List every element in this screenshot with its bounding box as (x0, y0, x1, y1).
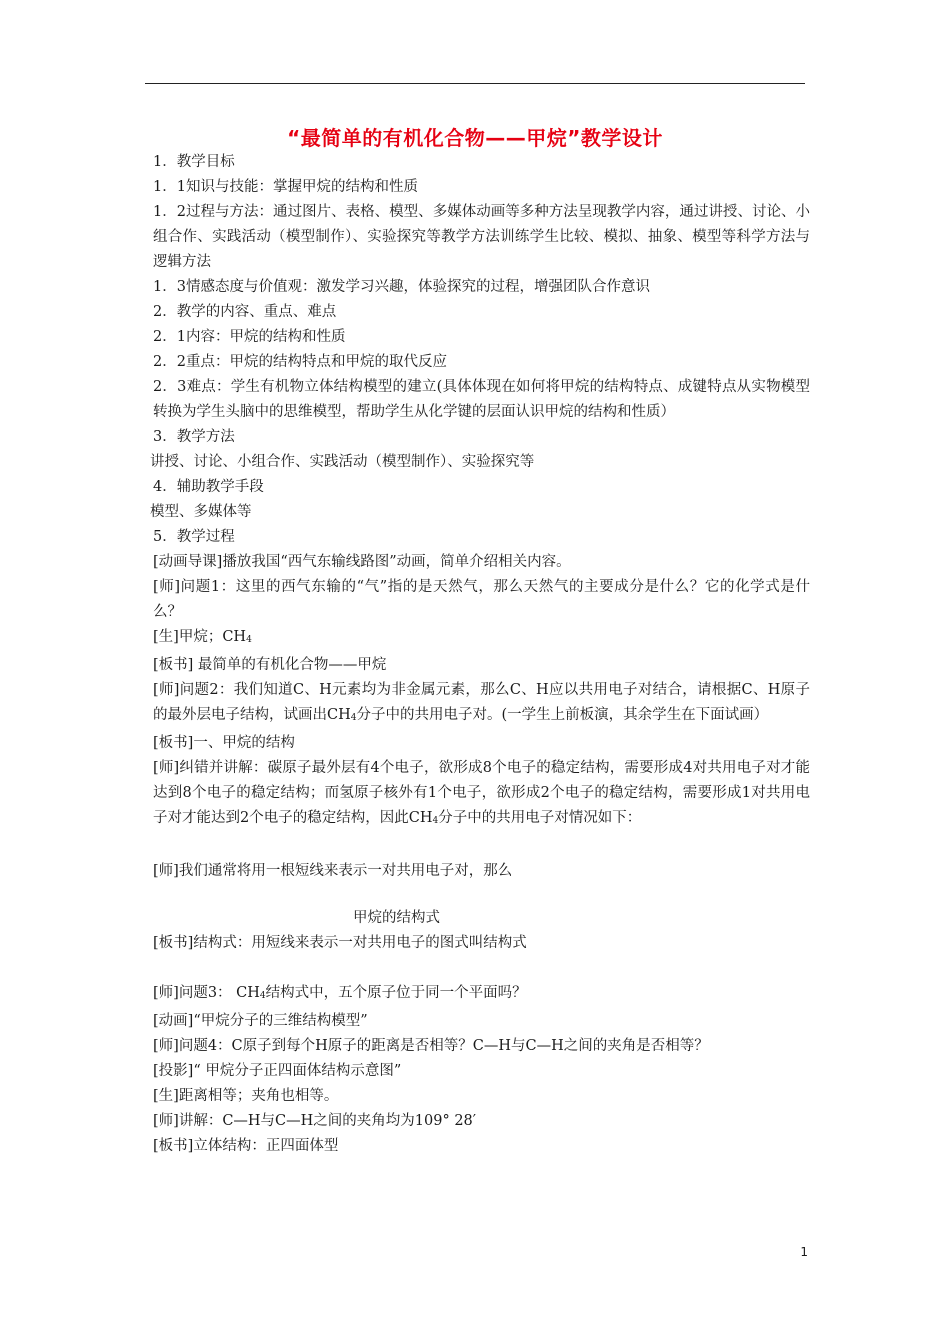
paragraph-animation-3d: [动画]“甲烷分子的三维结构模型” (153, 1013, 368, 1029)
subscript-4: 4 (259, 991, 266, 1001)
question-2-text-b: 分子中的共用电子对。(一学生上前板演，其余学生在下面试画） (356, 707, 769, 723)
paragraph-attitude: 1．3情感态度与价值观：激发学习兴趣，体验探究的过程，增强团队合作意识 (153, 279, 650, 295)
section-heading-methods: 3．教学方法 (153, 429, 235, 445)
spacer (145, 834, 810, 859)
section-heading-aids: 4．辅助教学手段 (153, 479, 264, 495)
section-heading-content: 2．教学的内容、重点、难点 (153, 304, 337, 320)
paragraph-student-answer-1 (145, 625, 810, 653)
paragraph-difficulty: 2．3难点：学生有机物立体结构模型的建立(具体体现在如何将甲烷的结构特点、成键特点从实物模型转换为学生头脑中的思维模型，帮助学生从化学键的层面认识甲烷的结构和性质） (153, 379, 810, 420)
paragraph-explanation (145, 756, 810, 834)
paragraph-aids: 模型、多媒体等 (150, 504, 252, 520)
paragraph-student-answer-2: [生]距离相等；夹角也相等。 (153, 1088, 339, 1104)
page-number: 1 (800, 1245, 808, 1259)
explanation-text-b: 分子中的共用电子对情况如下： (438, 810, 642, 826)
paragraph-board-structure: [板书]一、甲烷的结构 (153, 735, 295, 751)
paragraph-knowledge: 1．1知识与技能：掌握甲烷的结构和性质 (153, 179, 418, 195)
paragraph-question-3 (145, 981, 810, 1009)
header-rule (145, 83, 805, 84)
subscript-4: 4 (350, 713, 357, 723)
paragraph-question-2 (145, 678, 810, 731)
paragraph-content: 2．1内容：甲烷的结构和性质 (153, 329, 346, 345)
paragraph-bond-angle: [师]讲解：C—H与C—H之间的夹角均为109° 28′ (153, 1113, 477, 1129)
question-3-text-a: [师]问题3： CH (153, 985, 260, 1001)
section-heading-objectives: 1．教学目标 (153, 154, 235, 170)
section-heading-process: 5．教学过程 (153, 529, 235, 545)
paragraph-question-1: [师]问题1：这里的西气东输的“气”指的是天然气，那么天然气的主要成分是什么？它的化学式是什么？ (153, 579, 810, 620)
paragraph-board-formula-definition: [板书]结构式：用短线来表示一对共用电子的图式叫结构式 (153, 935, 527, 951)
paragraph-animation-intro: [动画导课]播放我国“西气东输线路图”动画，简单介绍相关内容。 (153, 554, 571, 570)
paragraph-process-method: 1．2过程与方法：通过图片、表格、模型、多媒体动画等多种方法呈现教学内容，通过讲授、讨论、小组合作、实践活动（模型制作）、实验探究等教学方法训练学生比较、模拟、抽象、模型等科学方法与逻辑方法 (153, 204, 810, 270)
paragraph-methods: 讲授、讨论、小组合作、实践活动（模型制作）、实验探究等 (150, 454, 535, 470)
paragraph-question-4: [师]问题4：C原子到每个H原子的距离是否相等？C—H与C—H之间的夹角是否相等？ (153, 1038, 709, 1054)
explanation-text-a: [师]纠错并讲解：碳原子最外层有4个电子，欲形成8个电子的稳定结构，需要形成4对共用电子对才能达到8个电子的稳定结构；而氢原子核外有1个电子，欲形成2个电子的稳定结构，需要形成1对共用电子对才能达到2个电子的稳定结构，因此CH (153, 760, 810, 826)
question-2-text-a: [师]问题2：我们知道C、H元素均为非金属元素，那么C、H应以共用电子对结合，请根据C、H原子的最外层电子结构，试画出CH (153, 682, 810, 723)
document-body (145, 150, 810, 1159)
figure-caption-structural-formula: 甲烷的结构式 (353, 910, 440, 926)
answer-text: [生]甲烷；CH (153, 629, 247, 645)
paragraph-board-title: [板书] 最简单的有机化合物——甲烷 (153, 657, 387, 673)
paragraph-short-line: [师]我们通常将用一根短线来表示一对共用电子对，那么 (153, 863, 513, 879)
paragraph-projection: [投影]“ 甲烷分子正四面体结构示意图” (153, 1063, 402, 1079)
document-title: “最简单的有机化合物——甲烷”教学设计 (287, 126, 663, 150)
subscript-4: 4 (246, 635, 252, 645)
spacer (145, 884, 810, 906)
paragraph-board-tetrahedron: [板书]立体结构：正四面体型 (153, 1138, 339, 1154)
spacer (145, 956, 810, 981)
subscript-4: 4 (432, 816, 439, 826)
paragraph-key-point: 2．2重点：甲烷的结构特点和甲烷的取代反应 (153, 354, 447, 370)
question-3-text-b: 结构式中，五个原子位于同一个平面吗？ (265, 985, 527, 1001)
